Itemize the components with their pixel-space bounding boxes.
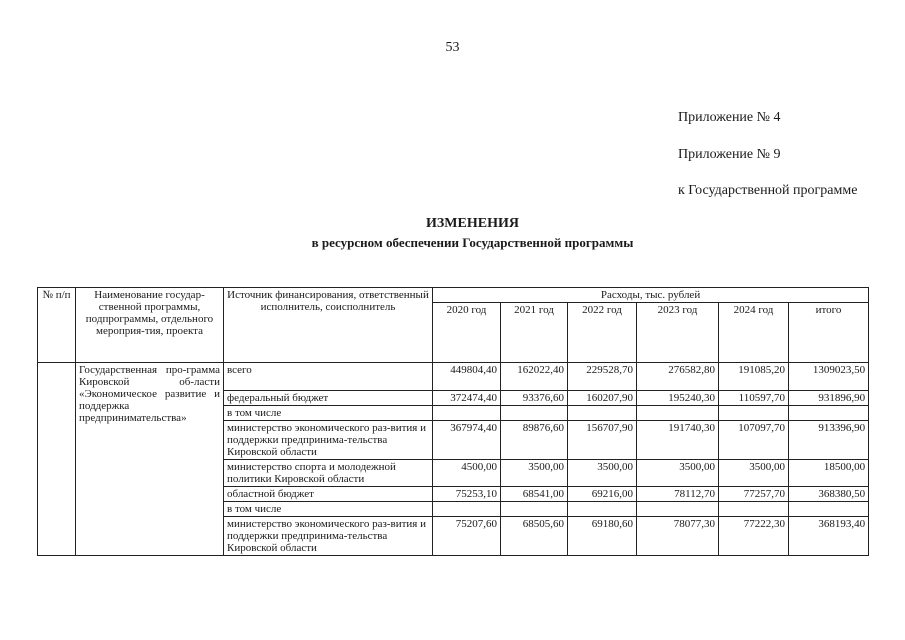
- header-year-2022: 2022 год: [568, 303, 637, 363]
- value-cell: 3500,00: [501, 460, 568, 487]
- document-subtitle: в ресурсном обеспечении Государственной программы: [311, 235, 634, 250]
- header-name: Наименование государ-ственной программы, подпрограммы, отдельного мероприя-тия, проекта: [76, 288, 224, 363]
- appendix-4-label: Приложение № 4: [678, 110, 781, 125]
- value-cell: 89876,60: [501, 421, 568, 460]
- value-cell: [433, 406, 501, 421]
- source-cell: всего: [224, 363, 433, 391]
- value-cell: [568, 502, 637, 517]
- value-cell: 162022,40: [501, 363, 568, 391]
- value-cell: 160207,90: [568, 391, 637, 406]
- header-source: Источник финансирования, ответственный исполнитель, соисполнитель: [224, 288, 433, 363]
- header-expenses: Расходы, тыс. рублей: [433, 288, 869, 303]
- header-year-2024: 2024 год: [719, 303, 789, 363]
- value-cell: [568, 406, 637, 421]
- value-cell: 191085,20: [719, 363, 789, 391]
- value-cell: 156707,90: [568, 421, 637, 460]
- source-cell: в том числе: [224, 502, 433, 517]
- document-title: ИЗМЕНЕНИЯ: [426, 216, 519, 231]
- source-cell: министерство экономического раз-вития и поддержки предпринима-тельства Кировской области: [224, 517, 433, 556]
- appendix-9-label: Приложение № 9: [678, 147, 781, 162]
- value-cell: 77257,70: [719, 487, 789, 502]
- program-name-cell: Государственная про-грамма Кировской об-ласти «Экономическое развитие и поддержка предпринимательства»: [76, 363, 224, 556]
- value-cell: 3500,00: [637, 460, 719, 487]
- value-cell: 93376,60: [501, 391, 568, 406]
- page-number: 53: [445, 40, 460, 55]
- value-cell: 68505,60: [501, 517, 568, 556]
- source-cell: в том числе: [224, 406, 433, 421]
- value-cell: 69216,00: [568, 487, 637, 502]
- value-cell: 75207,60: [433, 517, 501, 556]
- appendix-program-label: к Государственной программе: [678, 183, 858, 198]
- value-cell: 1309023,50: [789, 363, 869, 391]
- resource-table: [37, 287, 869, 556]
- value-cell: 75253,10: [433, 487, 501, 502]
- value-cell: 78112,70: [637, 487, 719, 502]
- value-cell: 107097,70: [719, 421, 789, 460]
- value-cell: 367974,40: [433, 421, 501, 460]
- value-cell: 368193,40: [789, 517, 869, 556]
- value-cell: 276582,80: [637, 363, 719, 391]
- value-cell: [719, 406, 789, 421]
- value-cell: 372474,40: [433, 391, 501, 406]
- header-year-2021: 2021 год: [501, 303, 568, 363]
- source-cell: министерство экономического раз-вития и поддержки предпринима-тельства Кировской области: [224, 421, 433, 460]
- value-cell: 68541,00: [501, 487, 568, 502]
- value-cell: [501, 406, 568, 421]
- value-cell: 69180,60: [568, 517, 637, 556]
- header-year-2020: 2020 год: [433, 303, 501, 363]
- value-cell: 77222,30: [719, 517, 789, 556]
- source-cell: министерство спорта и молодежной политики Кировской области: [224, 460, 433, 487]
- header-total: итого: [789, 303, 869, 363]
- value-cell: [501, 502, 568, 517]
- header-row-top: [38, 288, 869, 303]
- value-cell: [637, 502, 719, 517]
- value-cell: 18500,00: [789, 460, 869, 487]
- value-cell: [433, 502, 501, 517]
- value-cell: 3500,00: [719, 460, 789, 487]
- value-cell: 3500,00: [568, 460, 637, 487]
- value-cell: 368380,50: [789, 487, 869, 502]
- value-cell: 913396,90: [789, 421, 869, 460]
- value-cell: 449804,40: [433, 363, 501, 391]
- header-num: № п/п: [38, 288, 76, 363]
- value-cell: 4500,00: [433, 460, 501, 487]
- value-cell: 78077,30: [637, 517, 719, 556]
- value-cell: [789, 406, 869, 421]
- value-cell: [789, 502, 869, 517]
- value-cell: 931896,90: [789, 391, 869, 406]
- value-cell: [637, 406, 719, 421]
- header-year-2023: 2023 год: [637, 303, 719, 363]
- table-row: [38, 363, 869, 391]
- source-cell: федеральный бюджет: [224, 391, 433, 406]
- value-cell: 191740,30: [637, 421, 719, 460]
- value-cell: 195240,30: [637, 391, 719, 406]
- value-cell: 229528,70: [568, 363, 637, 391]
- value-cell: [719, 502, 789, 517]
- row-number-cell: [38, 363, 76, 556]
- value-cell: 110597,70: [719, 391, 789, 406]
- source-cell: областной бюджет: [224, 487, 433, 502]
